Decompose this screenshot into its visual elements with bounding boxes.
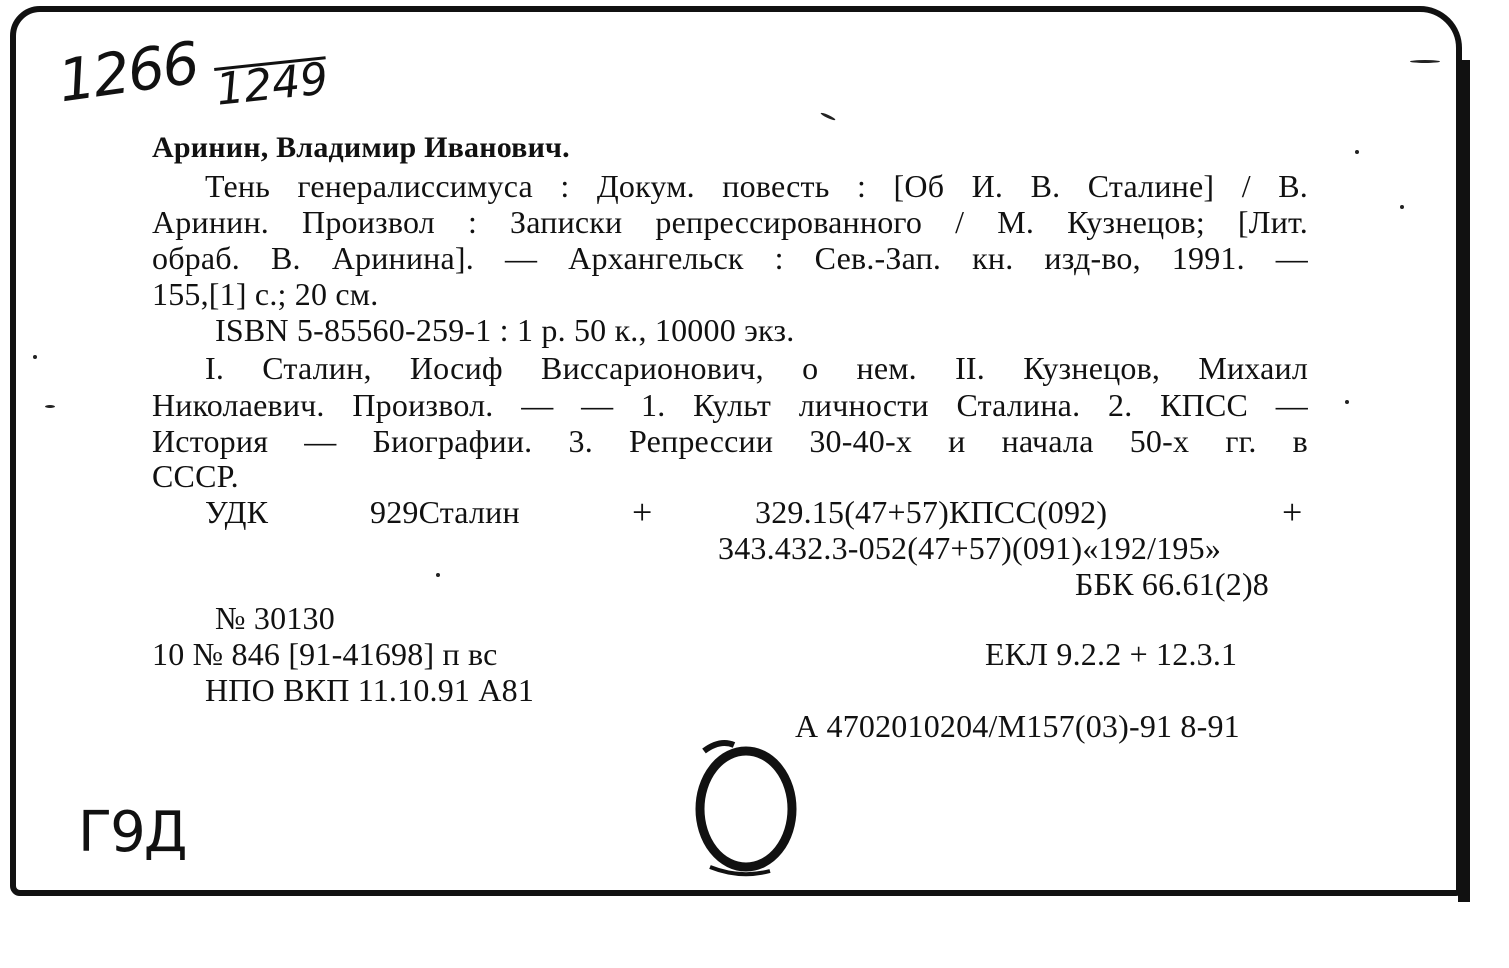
scan-speck [1355,150,1359,154]
handwritten-shelf-mark-text: Г9Д [78,800,186,865]
handwritten-suffix-text: 1249 [213,53,331,116]
udk-part-2: 329.15(47+57)КПСС(092) [755,494,1108,530]
scan-speck [1400,205,1404,209]
order-line: 10 № 846 [91-41698] п вс [152,636,498,672]
scan-speck [1345,400,1349,404]
handwritten-shelf-mark [78,800,186,865]
ekl-line: ЕКЛ 9.2.2 + 12.3.1 [985,636,1238,672]
subject-line-4: СССР. [152,458,239,494]
scan-speck [436,573,440,577]
udk-plus-1: + [632,492,653,532]
card-number: № 30130 [215,600,335,636]
isbn-line: ISBN 5-85560-259-1 : 1 р. 50 к., 10000 экз. [215,312,795,348]
description-line-2: Аринин. Произвол : Записки репрессированного / М. Кузнецов; [Лит. [152,204,1308,240]
card-edge-shadow [1458,60,1470,902]
udk-part-1: 929Сталин [370,494,520,530]
udk-label: УДК [205,494,269,530]
description-line-3: обраб. В. Аринина]. — Архангельск : Сев.-Зап. кн. изд-во, 1991. — [152,240,1308,276]
npo-line: НПО ВКП 11.10.91 A81 [205,672,535,708]
description-line-4: 155,[1] с.; 20 см. [152,276,379,312]
subject-line-1: I. Сталин, Иосиф Виссарионович, о нем. II. Кузнецов, Михаил [205,350,1308,386]
subject-line-3: История — Биографии. 3. Репрессии 30-40-х и начала 50-х гг. в [152,423,1308,459]
code-line: А 4702010204/М157(03)-91 8-91 [795,708,1240,744]
udk-plus-2: + [1282,492,1303,532]
udk-part-3: 343.432.3-052(47+57)(091)«192/195» [718,530,1222,566]
scan-speck [1410,60,1440,63]
scan-speck [33,355,37,359]
scan-speck [45,405,55,408]
bbk-line: ББК 66.61(2)8 [1075,566,1270,602]
subject-line-2: Николаевич. Произвол. — — 1. Культ личности Сталина. 2. КПСС — [152,387,1308,423]
circle-stamp-icon [690,735,810,885]
description-line-1: Тень генералиссимуса : Докум. повесть : [Об И. В. Сталине] / В. [205,168,1308,204]
handwritten-number-suffix [213,53,331,116]
author-heading: Аринин, Владимир Иванович. [152,131,570,164]
handwritten-number-main: 1266 [53,28,202,116]
